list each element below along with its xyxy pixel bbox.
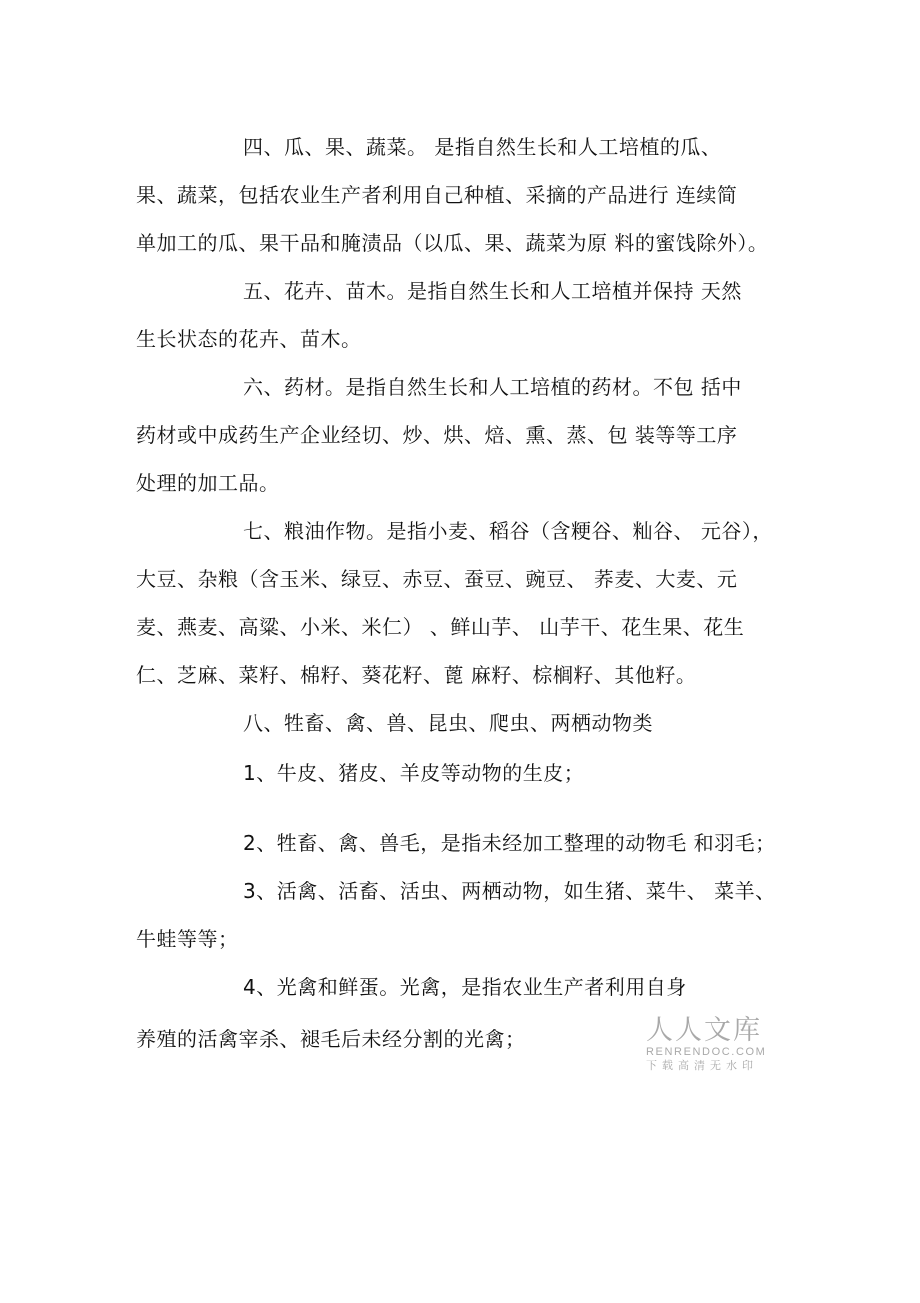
text-line: 3、活禽、活畜、活虫、两栖动物，如生猪、菜牛、 菜羊、 <box>243 879 776 903</box>
text-line: 八、牲畜、禽、兽、昆虫、爬虫、两栖动物类 <box>243 711 653 735</box>
text-line: 4、光禽和鲜蛋。光禽，是指农业生产者利用自身 <box>243 975 687 999</box>
text-line: 药材或中成药生产企业经切、炒、烘、焙、熏、蒸、包 装等等工序 <box>136 423 738 447</box>
text-line: 单加工的瓜、果干品和腌渍品（以瓜、果、蔬菜为原 料的蜜饯除外）。 <box>136 231 769 255</box>
text-line: 麦、燕麦、高粱、小米、米仁） 、鲜山芋、 山芋干、花生果、花生 <box>136 615 745 639</box>
text-line: 1、牛皮、猪皮、羊皮等动物的生皮； <box>243 761 585 785</box>
text-line: 2、牲畜、禽、兽毛，是指未经加工整理的动物毛 和羽毛； <box>243 831 776 855</box>
text-line: 处理的加工品。 <box>136 471 280 495</box>
text-line: 大豆、杂粮（含玉米、绿豆、赤豆、蚕豆、豌豆、 荞麦、大麦、元 <box>136 567 738 591</box>
text-line: 四、瓜、果、蔬菜。 是指自然生长和人工培植的瓜、 <box>243 135 722 159</box>
text-line: 五、花卉、苗木。是指自然生长和人工培植并保持 天然 <box>243 279 742 303</box>
text-line: 养殖的活禽宰杀、褪毛后未经分割的光禽； <box>136 1027 526 1051</box>
text-line: 牛蛙等等； <box>136 927 239 951</box>
text-line: 果、蔬菜，包括农业生产者利用自己种植、采摘的产品进行 连续简 <box>136 183 738 207</box>
text-line: 生长状态的花卉、苗木。 <box>136 327 362 351</box>
text-line: 六、药材。是指自然生长和人工培植的药材。不包 括中 <box>243 375 742 399</box>
watermark-title: 人人文库 <box>646 1015 762 1046</box>
watermark-url: RENRENDOC.COM <box>646 1046 767 1058</box>
text-line: 七、粮油作物。是指小麦、稻谷（含粳谷、籼谷、 元谷）， <box>243 519 773 543</box>
text-line: 仁、芝麻、菜籽、棉籽、葵花籽、蓖 麻籽、棕榈籽、其他籽。 <box>136 663 697 687</box>
watermark-logo <box>646 1016 776 1072</box>
watermark-slogan: 下载高清无水印 <box>646 1059 758 1072</box>
